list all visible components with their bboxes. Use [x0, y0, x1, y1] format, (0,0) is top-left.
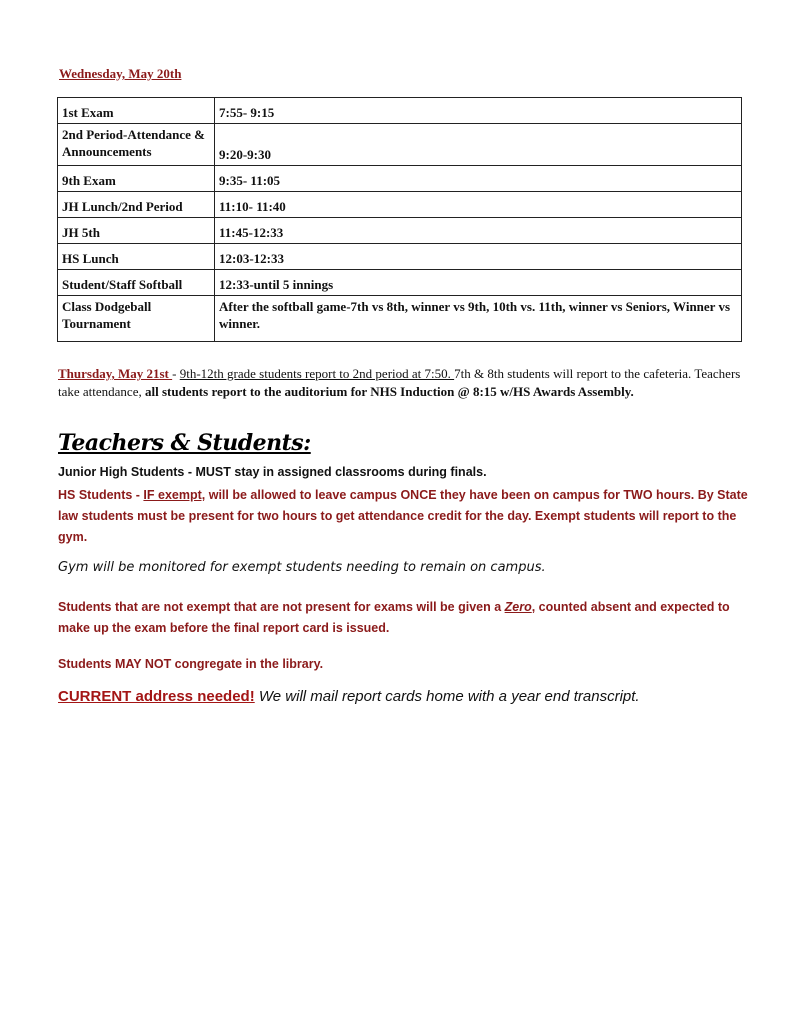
row-label: 9th Exam — [58, 166, 215, 192]
row-time: 12:03-12:33 — [215, 244, 742, 270]
exam-schedule-table — [57, 97, 742, 342]
table-row — [58, 296, 742, 342]
table-row — [58, 98, 742, 124]
address-note — [58, 688, 640, 705]
row-time: 11:10- 11:40 — [215, 192, 742, 218]
row-label: Student/Staff Softball — [58, 270, 215, 296]
address-rest: We will mail report cards home with a year end transcript. — [254, 688, 640, 705]
row-label: JH 5th — [58, 218, 215, 244]
row-label: HS Lunch — [58, 244, 215, 270]
hs-rest: will be allowed to leave campus ONCE they have been on campus for TWO hours. By State law students must be present for two hours to get attendance credit for the day. Exempt students will report to the gym. — [58, 488, 748, 544]
address-lead: CURRENT address needed! — [58, 688, 255, 705]
zero-word: Zero — [504, 600, 532, 614]
zero-after: , counted absent and expected to make up the exam before the final report card is issued. — [58, 600, 730, 635]
thursday-cafeteria: 7th & 8th students will report to the cafeteria. Teachers take attendance, — [58, 366, 741, 399]
wednesday-heading: Wednesday, May 20th — [59, 66, 182, 81]
thursday-dash: - — [172, 366, 180, 381]
teachers-students-title: Teachers & Students: — [58, 430, 311, 456]
hs-lead: HS Students - — [58, 488, 144, 502]
library-note: Students MAY NOT congregate in the library. — [58, 657, 324, 671]
table-row — [58, 124, 742, 166]
table-row — [58, 270, 742, 296]
hs-exempt: IF exempt, — [143, 488, 206, 502]
row-label: Class Dodgeball Tournament — [58, 296, 215, 342]
zero-before: Students that are not exempt that are not present for exams will be given a — [58, 600, 505, 614]
row-label: JH Lunch/2nd Period — [58, 192, 215, 218]
row-label: 2nd Period-Attendance & Announcements — [58, 124, 215, 166]
thursday-report-time: 9th-12th grade students report to 2nd period at 7:50. — [179, 366, 455, 381]
table-row — [58, 218, 742, 244]
row-label: 1st Exam — [58, 98, 215, 124]
row-time: 9:20-9:30 — [215, 124, 742, 166]
hs-students-note — [58, 485, 748, 548]
thursday-date: Thursday, May 21st — [58, 366, 173, 381]
table-row — [58, 166, 742, 192]
zero-note — [58, 597, 748, 639]
table-row — [58, 244, 742, 270]
thursday-auditorium: all students report to the auditorium for NHS Induction @ 8:15 w/HS Awards Assembly. — [144, 384, 634, 399]
row-time: 12:33-until 5 innings — [215, 270, 742, 296]
table-row — [58, 192, 742, 218]
junior-high-note: Junior High Students - MUST stay in assigned classrooms during finals. — [58, 465, 487, 479]
gym-note: Gym will be monitored for exempt students needing to remain on campus. — [58, 560, 546, 575]
row-time: 9:35- 11:05 — [215, 166, 742, 192]
thursday-paragraph — [58, 365, 748, 401]
row-time: 7:55- 9:15 — [215, 98, 742, 124]
row-time: After the softball game-7th vs 8th, winner vs 9th, 10th vs. 11th, winner vs Seniors, Winner vs winner. — [215, 296, 742, 342]
row-time: 11:45-12:33 — [215, 218, 742, 244]
